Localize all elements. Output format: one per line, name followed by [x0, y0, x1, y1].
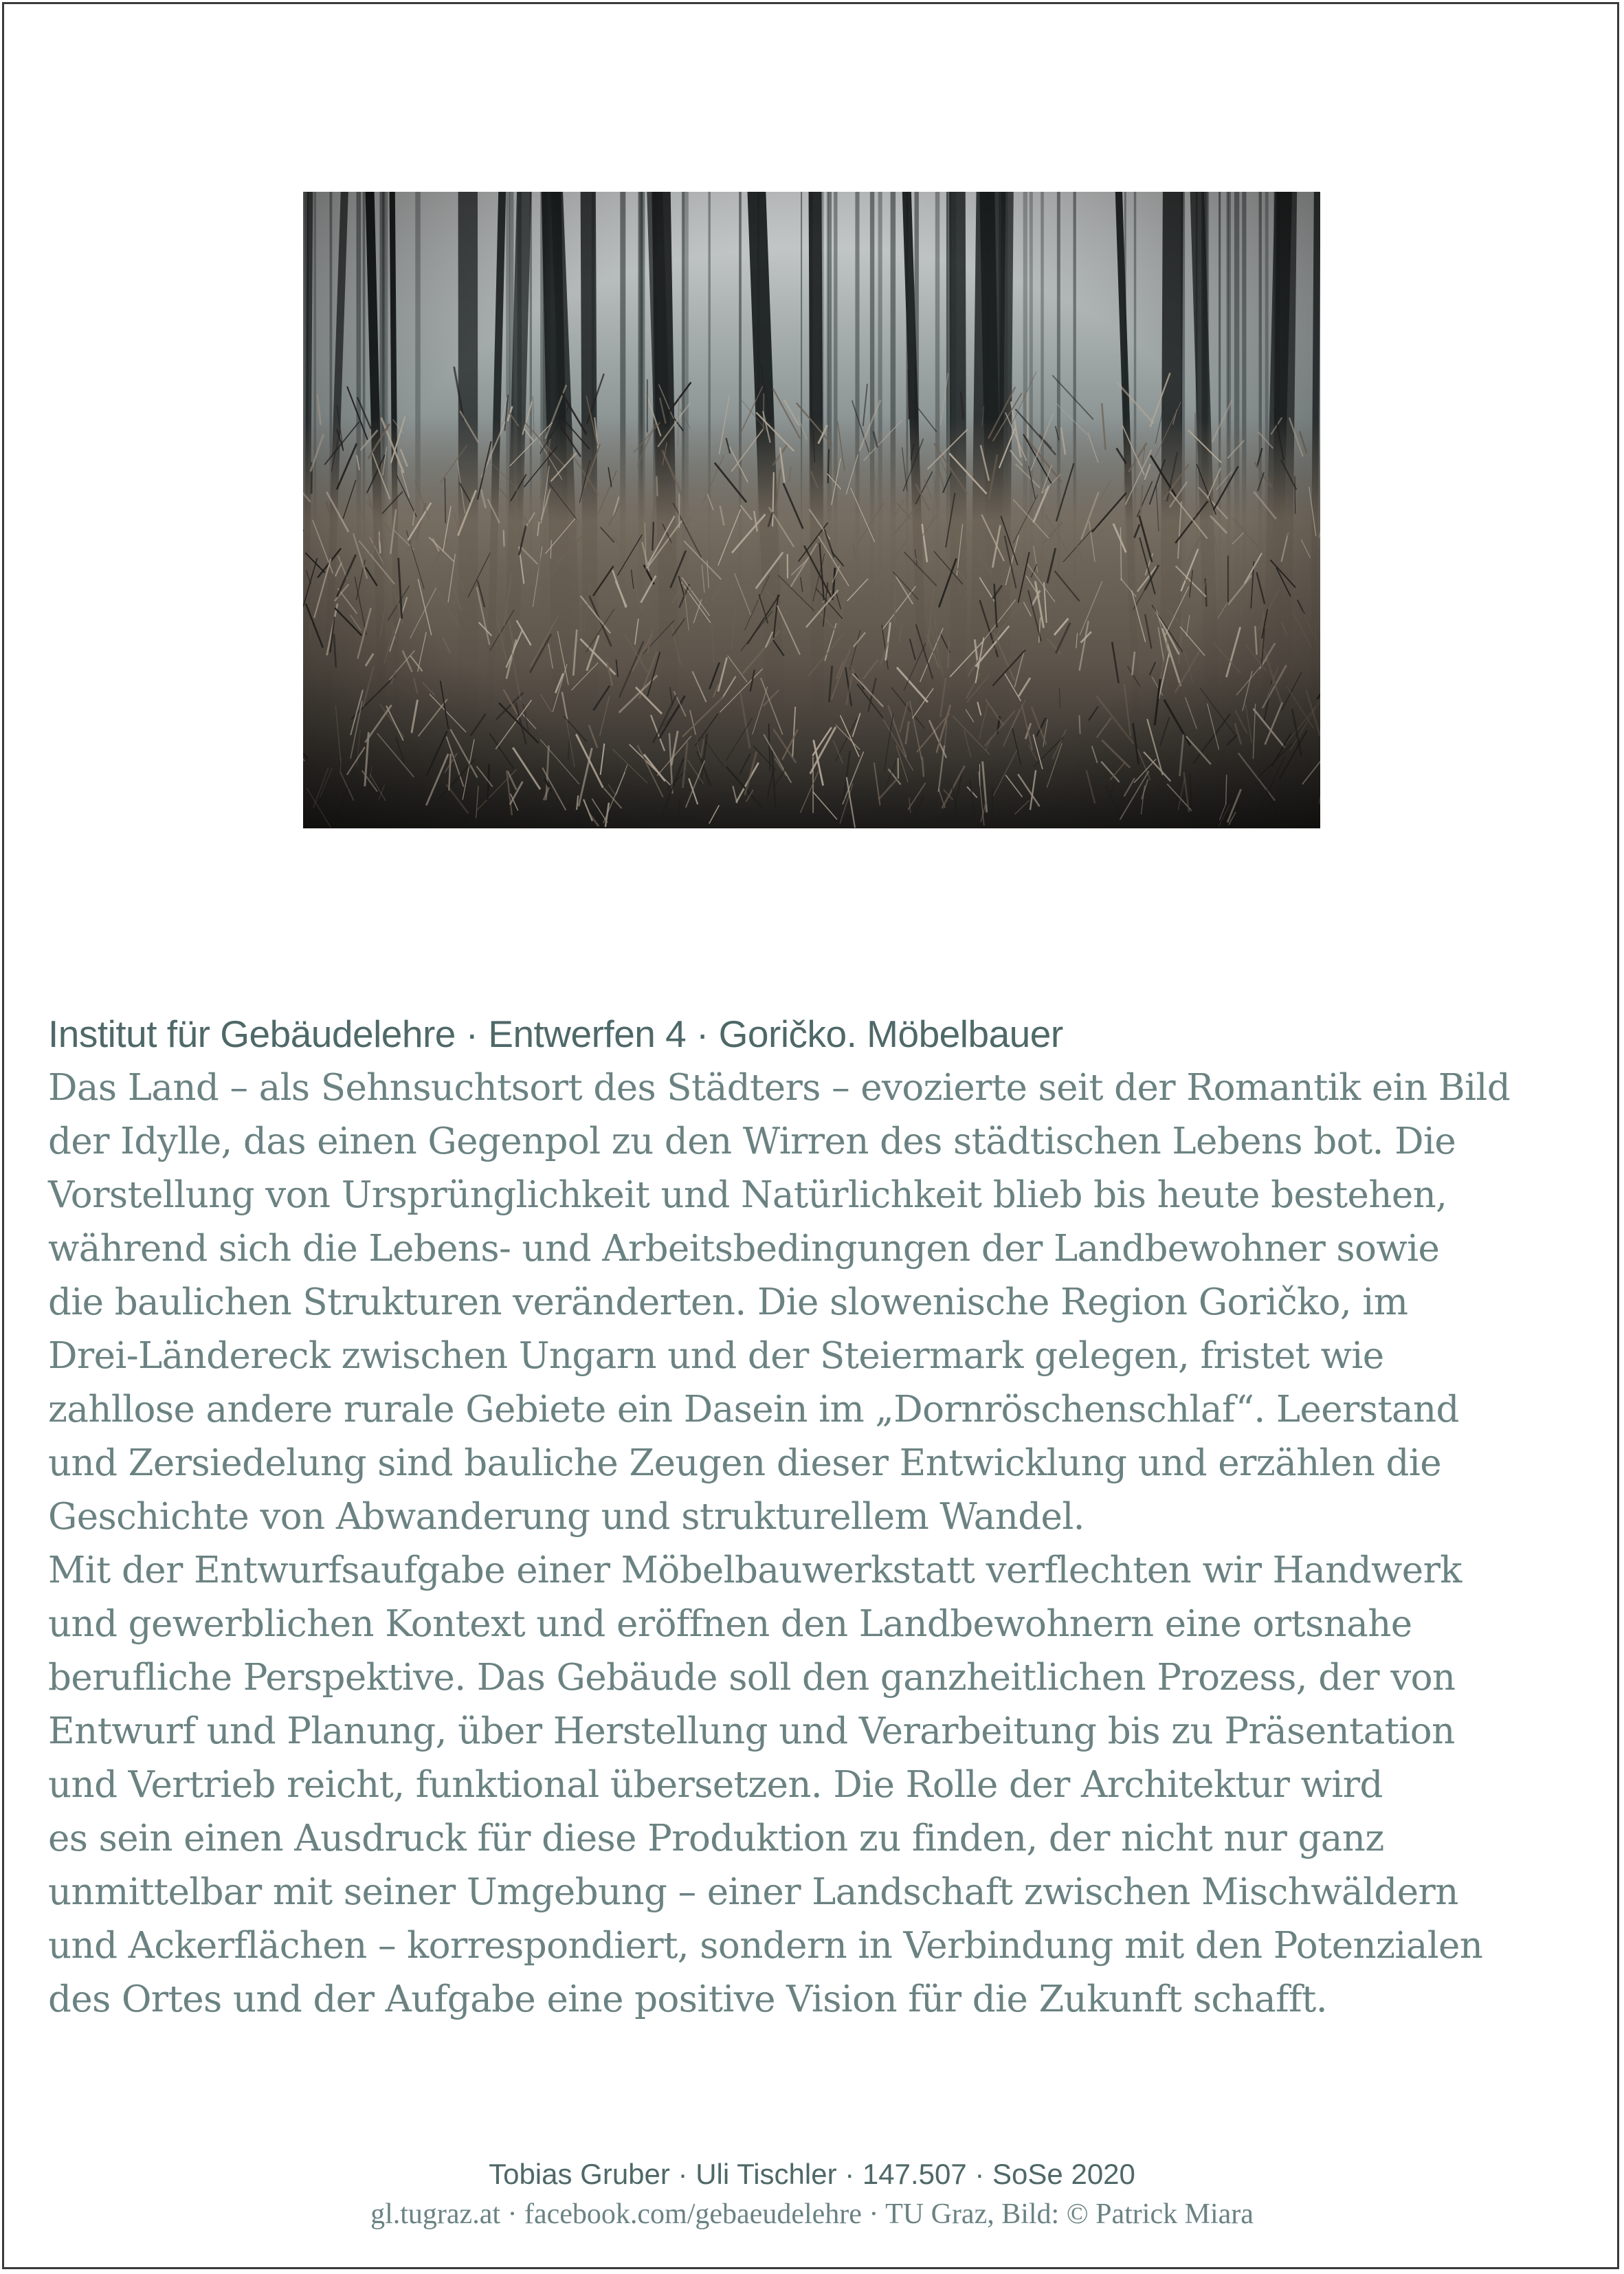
body-line: und Vertrieb reicht, funktional übersetzen. Die Rolle der Architektur wird [48, 1764, 1383, 1806]
photo-vignette [303, 192, 1320, 828]
body-line: und Zersiedelung sind bauliche Zeugen dieser Entwicklung und erzählen die [48, 1442, 1441, 1484]
body-line: und Ackerflächen – korrespondiert, sondern in Verbindung mit den Potenzialen [48, 1925, 1483, 1967]
body-line: unmittelbar mit seiner Umgebung – einer Landschaft zwischen Mischwäldern [48, 1871, 1458, 1913]
body-line: und gewerblichen Kontext und eröffnen den Landbewohnern eine ortsnahe [48, 1603, 1412, 1645]
body-line: Das Land – als Sehnsuchtsort des Städters – evozierte seit der Romantik ein Bild [48, 1067, 1511, 1109]
body-line: Drei-Ländereck zwischen Ungarn und der Steiermark gelegen, fristet wie [48, 1335, 1384, 1377]
body-line: die baulichen Strukturen veränderten. Die slowenische Region Goričko, im [48, 1281, 1408, 1323]
body-line: Mit der Entwurfsaufgabe einer Möbelbauwerkstatt verflechten wir Handwerk [48, 1549, 1462, 1591]
body-line: berufliche Perspektive. Das Gebäude soll den ganzheitlichen Prozess, der von [48, 1657, 1456, 1699]
body-line: der Idylle, das einen Gegenpol zu den Wirren des städtischen Lebens bot. Die [48, 1121, 1456, 1162]
body-line: Geschichte von Abwanderung und strukturellem Wandel. [48, 1496, 1084, 1538]
body-line: während sich die Lebens- und Arbeitsbedingungen der Landbewohner sowie [48, 1228, 1440, 1270]
body-line: Entwurf und Planung, über Herstellung und Verarbeitung bis zu Präsentation [48, 1710, 1455, 1752]
links-line: gl.tugraz.at · facebook.com/gebaeudelehre · TU Graz, Bild: © Patrick Miara [370, 2198, 1254, 2230]
forest-photo [303, 192, 1320, 828]
credits-line: Tobias Gruber · Uli Tischler · 147.507 · SoSe 2020 [489, 2158, 1135, 2190]
body-line: des Ortes und der Aufgabe eine positive Vision für die Zukunft schafft. [48, 1978, 1327, 2020]
body-line: Vorstellung von Ursprünglichkeit und Natürlichkeit blieb bis heute bestehen, [48, 1174, 1447, 1216]
body-line: es sein einen Ausdruck für diese Produktion zu finden, der nicht nur ganz [48, 1818, 1384, 1859]
page-title: Institut für Gebäudelehre · Entwerfen 4 · Goričko. Möbelbauer [48, 1013, 1063, 1055]
body-line: zahllose andere rurale Gebiete ein Dasein im „Dornröschenschlaf“. Leerstand [48, 1389, 1459, 1431]
body-text [48, 1061, 1588, 2027]
